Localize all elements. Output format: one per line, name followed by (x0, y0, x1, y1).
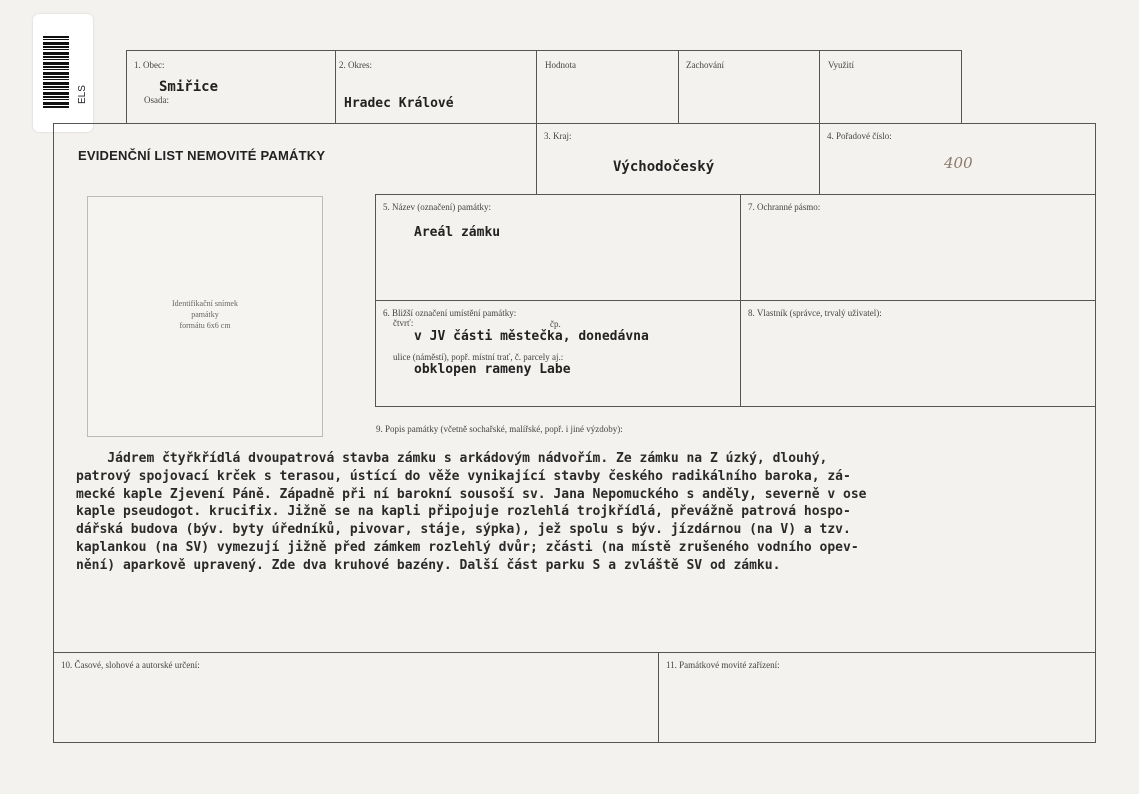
movite-zarizeni-box (658, 652, 1096, 743)
vlastnik-box (740, 300, 1096, 407)
ulice-label: ulice (náměstí), popř. místní trať, č. parcely aj.: (393, 352, 564, 362)
popis-line: dářská budova (býv. byty úředníků, pivovar, stáje, sýpka), jež spolu s býv. jízdárnou (na V) a tzv. (76, 522, 851, 538)
photo-placeholder (87, 196, 323, 437)
sticker-code: ELS (77, 85, 88, 104)
popis-line: Jádrem čtyřkřídlá dvoupatrová stavba zámku s arkádovým nádvořím. Ze zámku na Z úzký, dlouhý, (76, 451, 828, 466)
okres-value: Hradec Králové (344, 96, 454, 111)
casove-urceni-label: 10. Časové, slohové a autorské určení: (61, 660, 200, 670)
vyuziti-label: Využití (828, 60, 854, 70)
ochranne-pasmo-label: 7. Ochranné pásmo: (748, 202, 821, 212)
photo-caption-line: formátu 6x6 cm (179, 321, 231, 330)
movite-zarizeni-label: 11. Památkové movité zařízení: (666, 660, 780, 670)
poradove-cislo-label: 4. Pořadové číslo: (827, 131, 892, 141)
umisteni-line2: obklopen rameny Labe (414, 362, 571, 377)
casove-urceni-box (53, 652, 659, 743)
photo-caption (88, 298, 322, 331)
vyuziti-box (819, 50, 962, 124)
okres-box (335, 50, 537, 124)
popis-line: mecké kaple Zjevení Páně. Západně při ní barokní sousoší sv. Jana Nepomuckého s anděly, severně v ose (76, 486, 867, 502)
cp-label: čp. (550, 319, 561, 329)
popis-line: kaple pseudogot. krucifix. Jižně se na kapli připojuje rozlehlá trojkřídlá, převážně patrová hospo- (76, 504, 851, 520)
ochranne-pasmo-box (740, 194, 1096, 301)
hodnota-label: Hodnota (545, 60, 576, 70)
popis-line: nění) aparkově upravený. Zde dva kruhové bazény. Další část parku S a zvláště SV od zámku. (76, 557, 781, 573)
hodnota-box (536, 50, 679, 124)
document-title: EVIDENČNÍ LIST NEMOVITÉ PAMÁTKY (78, 148, 326, 163)
vlastnik-label: 8. Vlastník (správce, trvalý uživatel): (748, 308, 882, 318)
poradove-cislo-value: 400 (944, 154, 973, 172)
osada-label: Osada: (144, 95, 169, 105)
umisteni-box (375, 300, 741, 407)
nazev-value: Areál zámku (414, 225, 501, 240)
photo-caption-line: památky (191, 310, 219, 319)
obec-value: Smiřice (159, 79, 219, 95)
barcode-sticker (33, 14, 93, 132)
umisteni-line1: v JV části městečka, donedávna (414, 329, 649, 344)
okres-label: 2. Okres: (339, 60, 372, 70)
nazev-label: 5. Název (označení) památky: (383, 202, 491, 212)
kraj-value: Východočeský (613, 159, 715, 175)
popis-label: 9. Popis památky (včetně sochařské, malířské, popř. i jiné výzdoby): (376, 424, 623, 434)
zachovani-box (678, 50, 820, 124)
kraj-box (536, 123, 820, 195)
zachovani-label: Zachování (686, 60, 724, 70)
photo-caption-line: Identifikační snímek (172, 299, 238, 308)
barcode-icon (43, 36, 69, 108)
nazev-box (375, 194, 741, 301)
umisteni-label: 6. Bližší označení umístění památky: (383, 308, 517, 318)
popis-line: kaplankou (na SV) vymezují jižně před zámkem rozlehlý dvůr; zčásti (na místě zrušeného vodního opev- (76, 539, 859, 555)
popis-text (76, 450, 1076, 575)
kraj-label: 3. Kraj: (544, 131, 572, 141)
popis-line: patrový spojovací krček s terasou, ústící do věže vynikající stavby českého radikálního baroka, zá- (76, 468, 851, 484)
obec-label: 1. Obec: (134, 60, 165, 70)
ctvrt-label: čtvrť: (393, 318, 414, 328)
obec-box (126, 50, 336, 124)
